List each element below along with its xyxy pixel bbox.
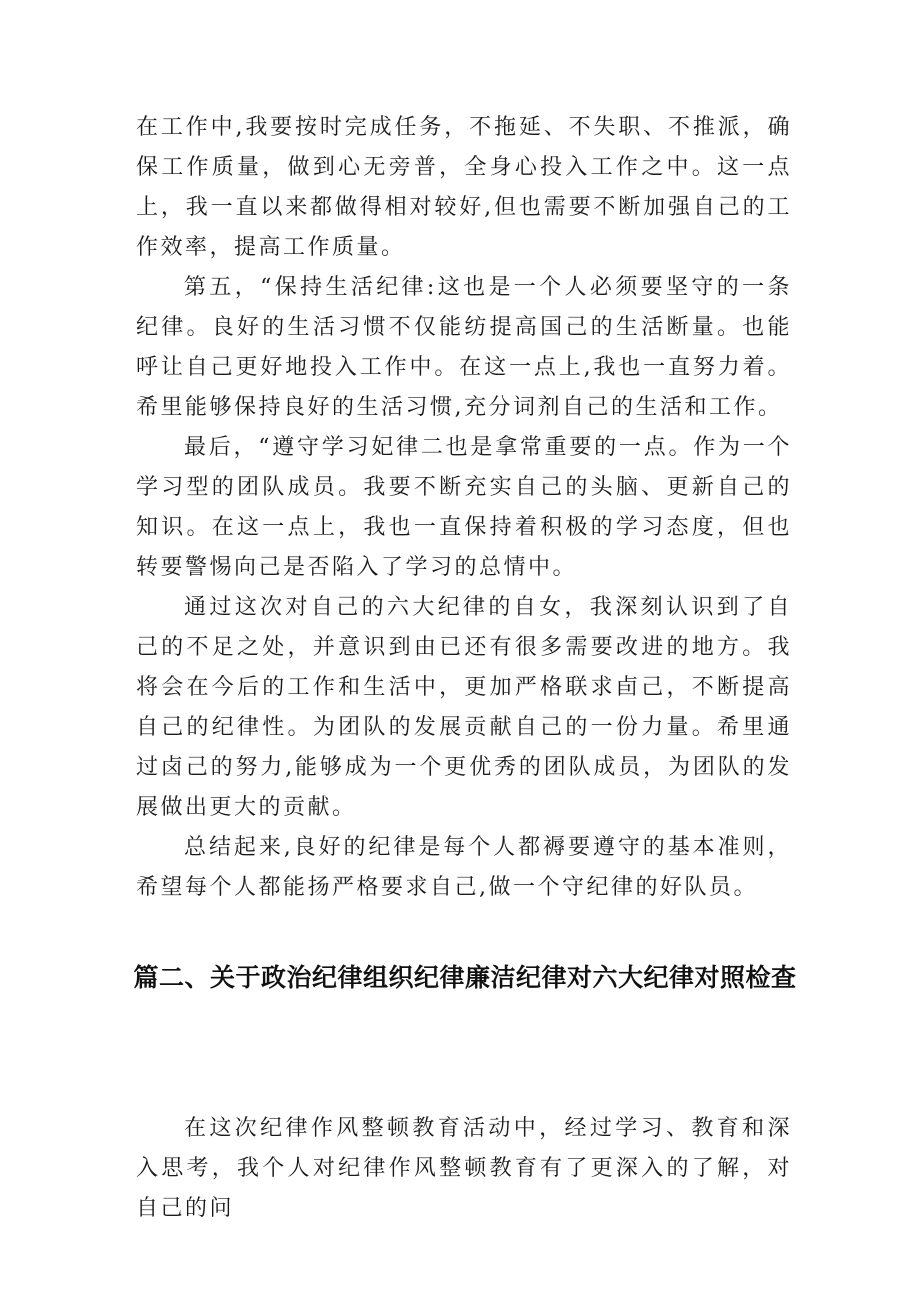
- body-text-lower: [136, 1109, 792, 1229]
- paragraph-self-reflection: 通过这次对自己的六大纪律的自女，我深刻认识到了自己的不足之处，并意识到由已还有很多需要改进的地方。我将会在今后的工作和生活中，更加严格联求卣己，不断提高自己的纪律性。为团队的发展贡献自己的一份力量。希里通过卤己的努力,能够成为一个更优秀的团队成员，为团队的发展做出更大的贡献。: [136, 595, 792, 820]
- body-text-upper: [136, 108, 792, 908]
- paragraph-summary: 总结起来,良好的纪律是每个人都褥要遵守的基本准则，希望每个人都能扬严格要求自己,做一个守纪律的好队员。: [136, 835, 792, 900]
- paragraph-study-discipline: 最后，“遵守学习妃律二也是拿常重要的一点。作为一个学习型的团队成员。我要不断充实自己的头脑、更新自己的知识。在这一点上，我也一直保持着积极的学习态度，但也转要警惕向己是否陷入了学习的总情中。: [136, 435, 792, 580]
- paragraph-life-discipline: 第五，“保持生活纪律:这也是一个人必须要坚守的一条纪律。良好的生活习惯不仅能纺提高国己的生活断量。也能呼让自己更好地投入工作中。在这一点上,我也一直努力着。希里能够保持良好的生活习惯,充分词剂自己的生活和工作。: [136, 275, 792, 420]
- paragraph-intro: 在这次纪律作风整顿教育活动中，经过学习、教育和深入思考，我个人对纪律作风整顿教育有了更深入的了解，对自己的问: [136, 1116, 792, 1221]
- section-heading: 篇二、关于政治纪律组织纪律廉洁纪律对六大纪律对照检查: [133, 963, 797, 992]
- paragraph-work-duty: 在工作中,我要按时完成任务，不拖延、不失职、不推派，确保工作质量，做到心无旁普，全身心投入工作之中。这一点上，我一直以来都做得相对较好,但也需要不断加强自己的工作效率，提高工作质量。: [136, 115, 792, 260]
